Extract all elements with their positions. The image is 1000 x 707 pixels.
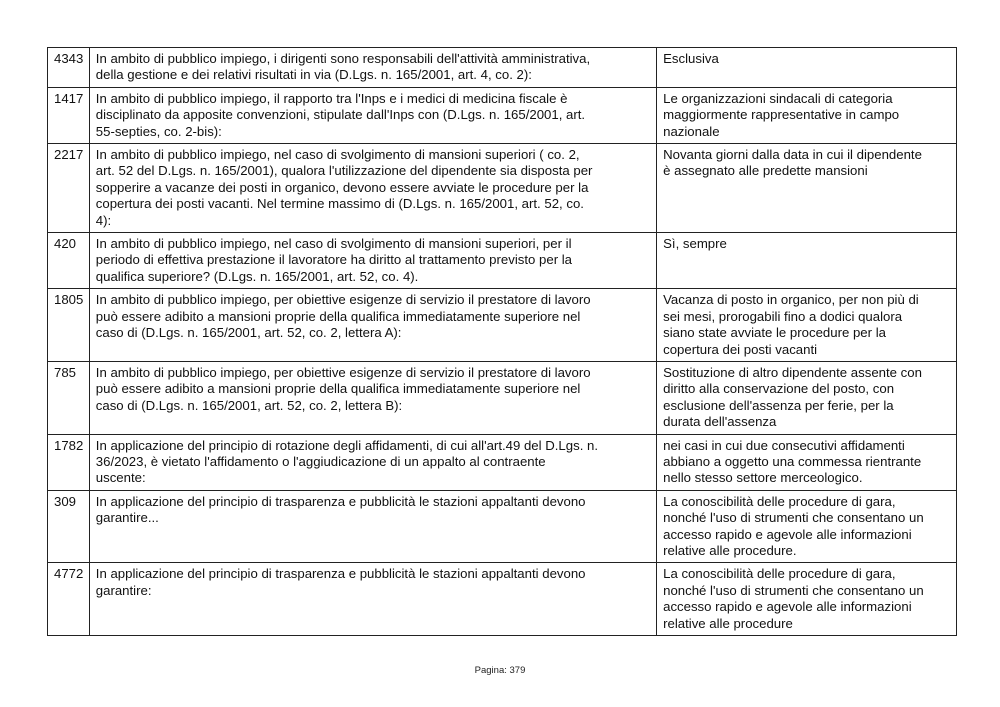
row-id: 1782 [48, 434, 90, 490]
table-row [48, 490, 957, 563]
row-answer: Sì, sempre [657, 233, 957, 289]
table-row [48, 563, 957, 636]
row-answer: Esclusiva [657, 48, 957, 88]
row-id: 420 [48, 233, 90, 289]
row-id: 1805 [48, 289, 90, 362]
row-question: In ambito di pubblico impiego, nel caso di svolgimento di mansioni superiori, per il periodo di effettiva prestazione il lavoratore ha diritto al trattamento previsto per la qualifica superiore? (D.Lgs. n. 165/2001, art. 52, co. 4). [89, 233, 656, 289]
table-row [48, 144, 957, 233]
row-answer: Vacanza di posto in organico, per non più di sei mesi, prorogabili fino a dodici qualora siano state avviate le procedure per la copertura dei posti vacanti [657, 289, 957, 362]
row-answer: La conoscibilità delle procedure di gara, nonché l'uso di strumenti che consentano un accesso rapido e agevole alle informazioni relative alle procedure. [657, 490, 957, 563]
row-id: 4343 [48, 48, 90, 88]
page-number: Pagina: 379 [474, 665, 526, 676]
table-row [48, 361, 957, 434]
quiz-table [47, 47, 957, 636]
row-id: 785 [48, 361, 90, 434]
row-answer: Novanta giorni dalla data in cui il dipendente è assegnato alle predette mansioni [657, 144, 957, 233]
row-id: 309 [48, 490, 90, 563]
quiz-table-body [48, 48, 957, 636]
table-row [48, 434, 957, 490]
row-question: In applicazione del principio di rotazione degli affidamenti, di cui all'art.49 del D.Lgs. n. 36/2023, è vietato l'affidamento o l'aggiudicazione di un appalto al contraente uscente: [89, 434, 656, 490]
row-question: In ambito di pubblico impiego, per obiettive esigenze di servizio il prestatore di lavoro può essere adibito a mansioni proprie della qualifica immediatamente superiore nel caso di (D.Lgs. n. 165/2001, art. 52, co. 2, lettera B): [89, 361, 656, 434]
row-question: In applicazione del principio di trasparenza e pubblicità le stazioni appaltanti devono garantire... [89, 490, 656, 563]
row-id: 4772 [48, 563, 90, 636]
row-answer: Le organizzazioni sindacali di categoria maggiormente rappresentative in campo nazionale [657, 87, 957, 143]
row-id: 2217 [48, 144, 90, 233]
table-row [48, 87, 957, 143]
row-id: 1417 [48, 87, 90, 143]
table-row [48, 289, 957, 362]
row-question: In applicazione del principio di trasparenza e pubblicità le stazioni appaltanti devono garantire: [89, 563, 656, 636]
row-question: In ambito di pubblico impiego, il rapporto tra l'Inps e i medici di medicina fiscale è disciplinato da apposite convenzioni, stipulate dall'Inps con (D.Lgs. n. 165/2001, art. 55-septies, co. 2-bis): [89, 87, 656, 143]
row-answer: nei casi in cui due consecutivi affidamenti abbiano a oggetto una commessa rientrante nello stesso settore merceologico. [657, 434, 957, 490]
table-row [48, 48, 957, 88]
table-row [48, 233, 957, 289]
row-answer: Sostituzione di altro dipendente assente con diritto alla conservazione del posto, con esclusione dell'assenza per ferie, per la durata dell'assenza [657, 361, 957, 434]
row-question: In ambito di pubblico impiego, nel caso di svolgimento di mansioni superiori ( co. 2, art. 52 del D.Lgs. n. 165/2001), qualora l'utilizzazione del dipendente sia disposta per sopperire a vacanze dei posti in organico, devono essere avviate le procedure per la copertura dei posti vacanti. Nel termine massimo di (D.Lgs. n. 165/2001, art. 52, co. 4): [89, 144, 656, 233]
row-question: In ambito di pubblico impiego, per obiettive esigenze di servizio il prestatore di lavoro può essere adibito a mansioni proprie della qualifica immediatamente superiore nel caso di (D.Lgs. n. 165/2001, art. 52, co. 2, lettera A): [89, 289, 656, 362]
row-answer: La conoscibilità delle procedure di gara, nonché l'uso di strumenti che consentano un accesso rapido e agevole alle informazioni relative alle procedure [657, 563, 957, 636]
row-question: In ambito di pubblico impiego, i dirigenti sono responsabili dell'attività amministrativa, della gestione e dei relativi risultati in via (D.Lgs. n. 165/2001, art. 4, co. 2): [89, 48, 656, 88]
